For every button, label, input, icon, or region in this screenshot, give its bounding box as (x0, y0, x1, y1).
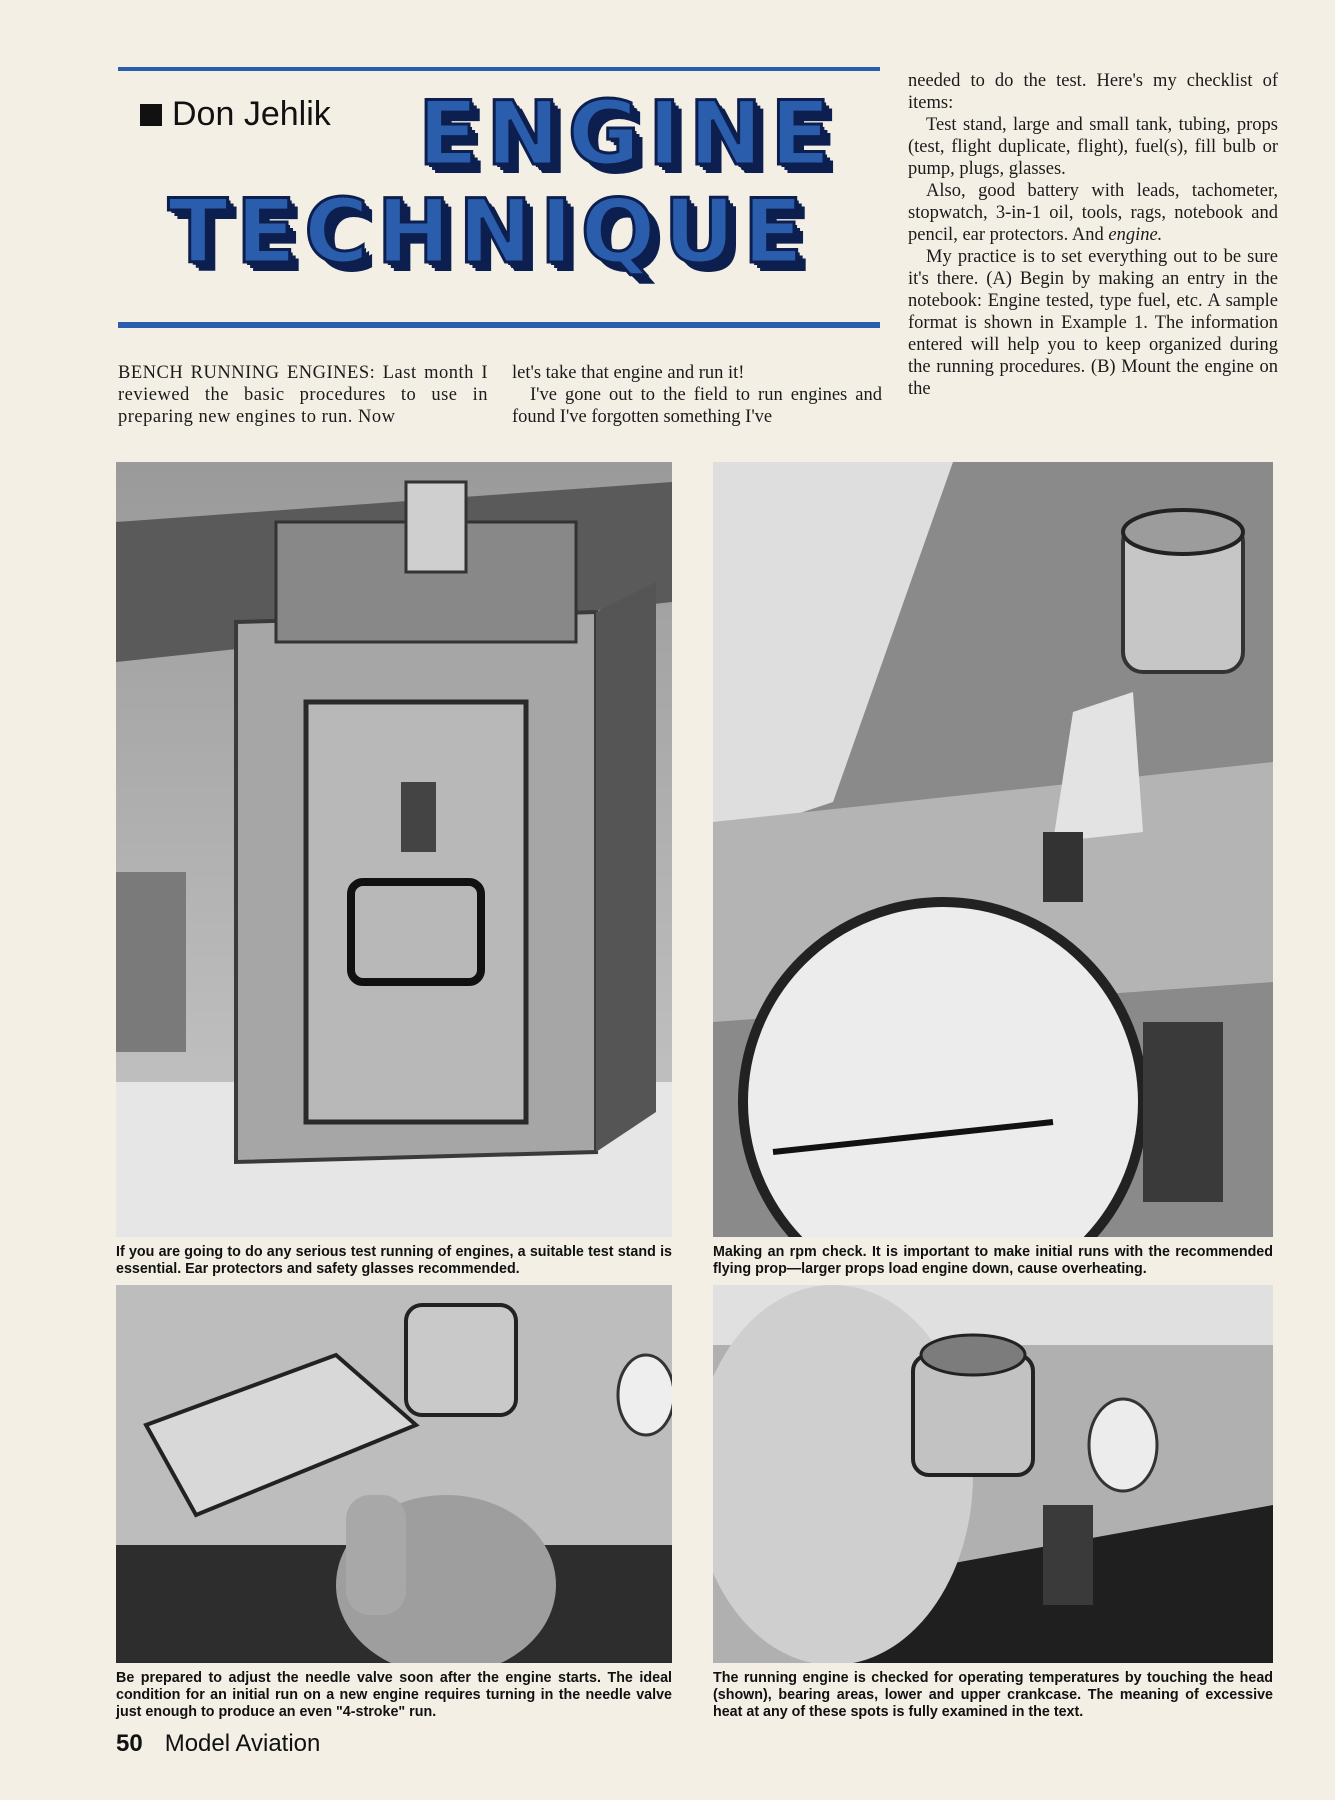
needle-valve-illustration (116, 1285, 672, 1663)
header-rule-top (118, 67, 880, 71)
caption-photo-2: Making an rpm check. It is important to make initial runs with the recommended flying prop—larger props load engine down, cause overheating. (713, 1244, 1273, 1277)
column-3-paragraph-2: Test stand, large and small tank, tubing, props (test, flight duplicate, flight), fuel(s), fill bulb or pump, plugs, glasses. (908, 115, 1278, 179)
temperature-check-illustration (713, 1285, 1273, 1663)
caption-photo-1: If you are going to do any serious test running of engines, a suitable test stand is essential. Ear protectors and safety glasses recommended. (116, 1244, 672, 1277)
column-2-paragraph-2: I've gone out to the field to run engines and found I've forgotten something I've (512, 385, 882, 427)
photo-test-stand (116, 462, 672, 1237)
title-line-2: TECHNIQUE (168, 180, 812, 283)
photo-needle-valve (116, 1285, 672, 1663)
column-1-paragraph: BENCH RUNNING ENGINES: Last month I reviewed the basic procedures to use in preparing new engines to run. Now (118, 363, 488, 427)
rpm-check-illustration (713, 462, 1273, 1237)
header-rule-bottom (118, 322, 880, 328)
byline-text: Don Jehlik (172, 95, 331, 133)
column-3-paragraph-3 (908, 180, 1278, 246)
text-column-1 (118, 362, 488, 428)
column-3-paragraph-1: needed to do the test. Here's my checklist of items: (908, 71, 1278, 113)
photo-rpm-check (713, 462, 1273, 1237)
caption-photo-4: The running engine is checked for operating temperatures by touching the head (shown), bearing areas, lower and upper crankcase. The meaning of excessive heat at any of these spots is fully examined in the text. (713, 1670, 1273, 1720)
byline (140, 95, 331, 134)
column-3-paragraph-3-text: Also, good battery with leads, tachometer, stopwatch, 3-in-1 oil, tools, rags, notebook and pencil, ear protectors. And (908, 181, 1278, 245)
column-3-paragraph-3-italic: engine. (1108, 225, 1163, 245)
page-footer (116, 1730, 320, 1758)
photo-temperature-check (713, 1285, 1273, 1663)
column-3-paragraph-4: My practice is to set everything out to be sure it's there. (A) Begin by making an entry in the notebook: Engine tested, type fuel, etc. A sample format is shown in Example 1. The information entered will help you to keep organized during the running procedures. (B) Mount the engine on the (908, 247, 1278, 399)
publication-name: Model Aviation (164, 1730, 321, 1757)
text-column-3 (908, 70, 1278, 400)
title-line-1: ENGINE (418, 82, 839, 185)
text-column-2 (512, 362, 882, 428)
test-stand-illustration (116, 462, 672, 1237)
square-bullet-icon (140, 104, 162, 126)
caption-photo-3: Be prepared to adjust the needle valve soon after the engine starts. The ideal condition for an initial run on a new engine requires turning in the needle valve just enough to produce an even "4-stroke" run. (116, 1670, 672, 1720)
column-2-paragraph-1: let's take that engine and run it! (512, 363, 745, 383)
page-number: 50 (116, 1730, 143, 1757)
